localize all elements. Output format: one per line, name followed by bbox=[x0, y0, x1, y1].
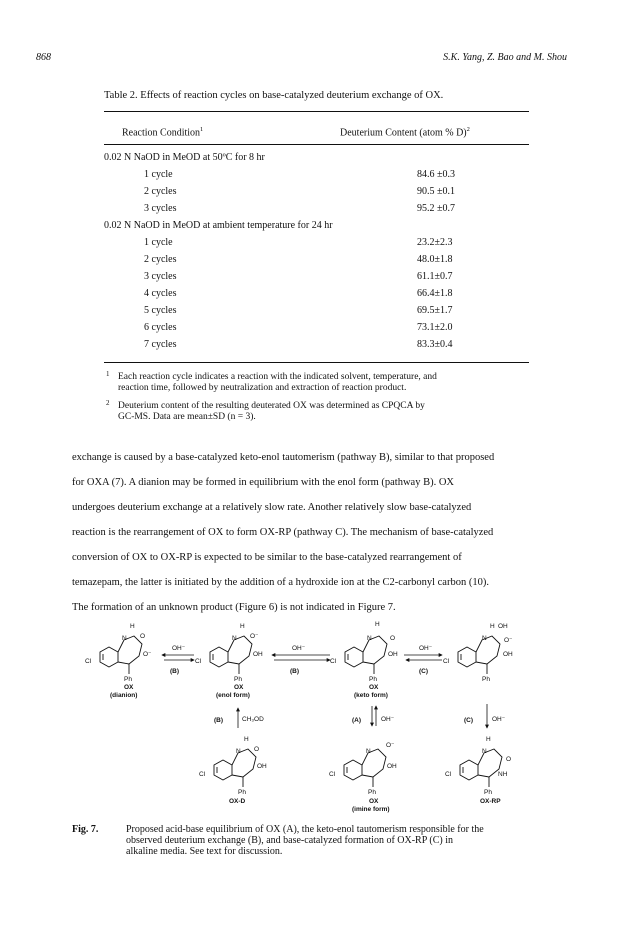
atom-oh: OH bbox=[388, 651, 398, 658]
footnote-ref-2: 2 bbox=[466, 126, 470, 133]
reagent-oh-minus: OH⁻ bbox=[381, 716, 395, 723]
atom-cl: Cl bbox=[199, 771, 206, 778]
figure-label: Fig. 7. bbox=[72, 824, 99, 835]
reagent-ch3od: CH₃OD bbox=[242, 716, 264, 723]
structure-ox-d bbox=[214, 749, 256, 787]
group-condition: 0.02 N NaOD in MeOD at ambient temperature for 24 hr bbox=[104, 220, 333, 231]
atom-ph: Ph bbox=[369, 676, 377, 683]
structure-name: OX bbox=[369, 798, 379, 805]
atom-oh: OH bbox=[498, 623, 508, 630]
footnote-line: reaction time, followed by neutralization and extraction of reaction product. bbox=[118, 383, 407, 393]
table-caption: Table 2. Effects of reaction cycles on base-catalyzed deuterium exchange of OX. bbox=[104, 90, 444, 101]
group-condition: 0.02 N NaOD in MeOD at 50ºC for 8 hr bbox=[104, 152, 265, 163]
cycle-cell: 2 cycles bbox=[144, 254, 177, 265]
footnote-mark: 2 bbox=[106, 399, 110, 407]
value-cell: 61.1±0.7 bbox=[417, 271, 453, 282]
cycle-cell: 2 cycles bbox=[144, 186, 177, 197]
atom-o: O bbox=[390, 635, 396, 642]
value-cell: 90.5 ±0.1 bbox=[417, 186, 455, 197]
caption-line: observed deuterium exchange (B), and base-catalyzed formation of OX-RP (C) in bbox=[126, 835, 454, 846]
reagent-oh-minus: OH⁻ bbox=[492, 716, 506, 723]
reagent-oh-minus: OH⁻ bbox=[419, 645, 433, 652]
body-line: undergoes deuterium exchange at a relatively slow rate. Another relatively slow base-catalyzed bbox=[72, 502, 472, 513]
atom-n: N bbox=[367, 635, 372, 642]
body-line: reaction is the rearrangement of OX to form OX-RP (pathway C). The mechanism of base-catalyzed bbox=[72, 527, 494, 538]
atom-h: H bbox=[130, 623, 135, 630]
cycle-cell: 7 cycles bbox=[144, 339, 177, 350]
value-cell: 73.1±2.0 bbox=[417, 322, 453, 333]
cycle-cell: 1 cycle bbox=[144, 237, 173, 248]
value-cell: 84.6 ±0.3 bbox=[417, 169, 455, 180]
structure-ox-imine bbox=[344, 749, 386, 787]
atom-n: N bbox=[122, 635, 127, 642]
structure-name: OX bbox=[234, 684, 244, 691]
atom-cl: Cl bbox=[329, 771, 336, 778]
atom-h: H bbox=[486, 736, 491, 743]
body-line: conversion of OX to OX-RP is expected to be similar to the base-catalyzed rearrangement of bbox=[72, 552, 462, 563]
running-head: S.K. Yang, Z. Bao and M. Shou bbox=[443, 52, 567, 63]
atom-ph: Ph bbox=[484, 789, 492, 796]
structure-name: OX bbox=[124, 684, 134, 691]
footnote-line: Deuterium content of the resulting deuterated OX was determined as CPQCA by bbox=[118, 401, 425, 411]
structure-subtitle: (dianion) bbox=[110, 692, 138, 699]
atom-o: O bbox=[140, 633, 146, 640]
atom-h: H bbox=[490, 623, 495, 630]
atom-o: O bbox=[254, 746, 260, 753]
body-line: The formation of an unknown product (Figure 6) is not indicated in Figure 7. bbox=[72, 602, 396, 613]
atom-cl: Cl bbox=[445, 771, 452, 778]
pathway-label-c: (C) bbox=[464, 717, 474, 724]
structure-name: OX bbox=[369, 684, 379, 691]
atom-o: O bbox=[506, 756, 512, 763]
atom-n: N bbox=[482, 635, 487, 642]
atom-n: N bbox=[232, 635, 237, 642]
atom-o-minus: O⁻ bbox=[504, 637, 513, 644]
cycle-cell: 3 cycles bbox=[144, 203, 177, 214]
atom-nh: NH bbox=[498, 771, 508, 778]
footnote-ref-1: 1 bbox=[200, 126, 204, 133]
cycle-cell: 3 cycles bbox=[144, 271, 177, 282]
structure-subtitle: (enol form) bbox=[216, 692, 250, 699]
value-cell: 66.4±1.8 bbox=[417, 288, 453, 299]
reagent-oh-minus: OH⁻ bbox=[292, 645, 306, 652]
caption-line: alkaline media. See text for discussion. bbox=[126, 846, 283, 857]
atom-oh: OH bbox=[387, 763, 397, 770]
structure-ox-keto bbox=[345, 636, 387, 674]
pathway-label-b: (B) bbox=[290, 668, 300, 675]
column-header-condition-text: Reaction Condition bbox=[122, 127, 201, 139]
structure-subtitle: (imine form) bbox=[352, 806, 390, 813]
atom-oh: OH bbox=[503, 651, 513, 658]
cycle-cell: 5 cycles bbox=[144, 305, 177, 316]
structure-ox-rp bbox=[460, 749, 502, 787]
cycle-cell: 6 cycles bbox=[144, 322, 177, 333]
atom-n: N bbox=[366, 748, 371, 755]
cycle-cell: 1 cycle bbox=[144, 169, 173, 180]
structure-ox-enol bbox=[210, 636, 252, 674]
reagent-oh-minus: OH⁻ bbox=[172, 645, 186, 652]
page-number: 868 bbox=[36, 52, 51, 63]
body-line: temazepam, the latter is initiated by the addition of a hydroxide ion at the C2-carbonyl carbon (10). bbox=[72, 577, 489, 588]
cycle-cell: 4 cycles bbox=[144, 288, 177, 299]
atom-n: N bbox=[482, 748, 487, 755]
value-cell: 95.2 ±0.7 bbox=[417, 203, 455, 214]
atom-cl: Cl bbox=[330, 658, 337, 665]
structure-ox-dianion bbox=[100, 636, 142, 674]
footnote-line: GC-MS. Data are mean±SD (n = 3). bbox=[118, 412, 256, 422]
pathway-label-c: (C) bbox=[419, 668, 429, 675]
footnote-mark: 1 bbox=[106, 370, 110, 378]
atom-cl: Cl bbox=[85, 658, 92, 665]
pathway-label-b: (B) bbox=[214, 717, 224, 724]
structure-subtitle: (keto form) bbox=[354, 692, 388, 699]
structure-name: OX-D bbox=[229, 798, 246, 805]
atom-oh: OH bbox=[253, 651, 263, 658]
atom-o-minus: O⁻ bbox=[143, 651, 152, 658]
value-cell: 23.2±2.3 bbox=[417, 237, 453, 248]
atom-h: H bbox=[240, 623, 245, 630]
atom-ph: Ph bbox=[234, 676, 242, 683]
value-cell: 48.0±1.8 bbox=[417, 254, 453, 265]
body-line: exchange is caused by a base-catalyzed keto-enol tautomerism (pathway B), similar to that proposed bbox=[72, 452, 495, 463]
atom-o-minus: O⁻ bbox=[250, 633, 259, 640]
figure-caption-text bbox=[126, 824, 546, 857]
atom-h: H bbox=[375, 621, 380, 628]
body-line: for OXA (7). A dianion may be formed in equilibrium with the enol form (pathway B). OX bbox=[72, 477, 455, 488]
pathway-label-b: (B) bbox=[170, 668, 180, 675]
atom-n: N bbox=[236, 748, 241, 755]
structure-name: OX-RP bbox=[480, 798, 501, 805]
structure-intermediate bbox=[458, 636, 500, 674]
atom-oh: OH bbox=[257, 763, 267, 770]
atom-h: H bbox=[244, 736, 249, 743]
caption-line: Proposed acid-base equilibrium of OX (A), the keto-enol tautomerism responsible for the bbox=[126, 824, 484, 835]
atom-ph: Ph bbox=[238, 789, 246, 796]
pathway-label-a: (A) bbox=[352, 717, 362, 724]
value-cell: 83.3±0.4 bbox=[417, 339, 453, 350]
atom-ph: Ph bbox=[482, 676, 490, 683]
footnote-line: Each reaction cycle indicates a reaction with the indicated solvent, temperature, and bbox=[118, 372, 437, 382]
atom-cl: Cl bbox=[195, 658, 202, 665]
atom-cl: Cl bbox=[443, 658, 450, 665]
value-cell: 69.5±1.7 bbox=[417, 305, 453, 316]
atom-ph: Ph bbox=[124, 676, 132, 683]
atom-o-minus: O⁻ bbox=[386, 742, 395, 749]
atom-ph: Ph bbox=[368, 789, 376, 796]
column-header-deuterium-text: Deuterium Content (atom % D) bbox=[340, 127, 467, 139]
